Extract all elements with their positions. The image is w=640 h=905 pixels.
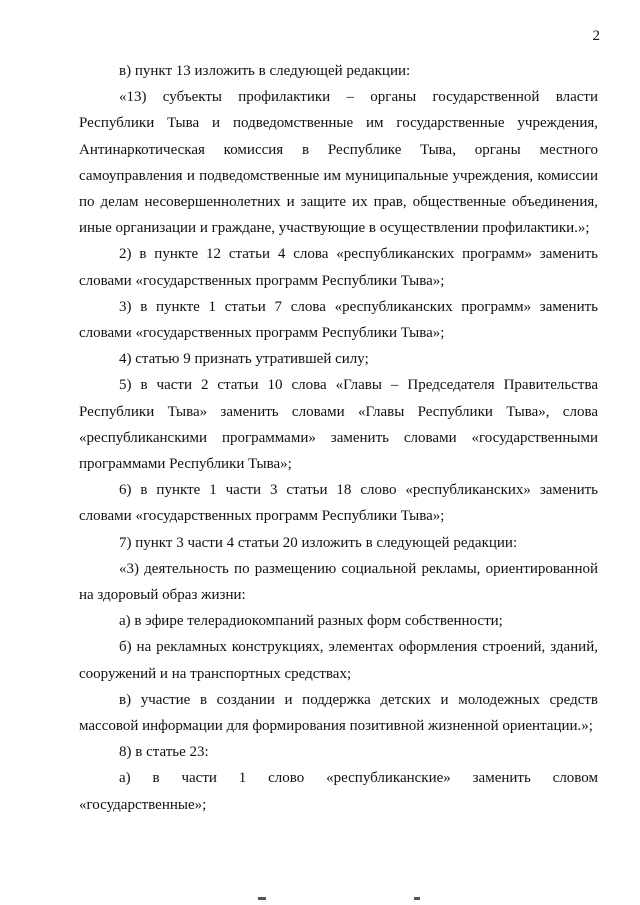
- paragraph-subitem-a: а) в эфире телерадиокомпаний разных форм собственности;: [119, 613, 503, 630]
- paragraph-amendment-3: 3) в пункте 1 статьи 7 слова «республиканских программ» заменить словами «государственных программ Республики Тыва»;: [79, 298, 598, 342]
- page-number: 2: [592, 28, 600, 44]
- paragraph-amendment-8-a: а) в части 1 слово «республиканские» заменить словом «государственные»;: [79, 770, 598, 813]
- paragraph-subitem-v: в) участие в создании и поддержка детских и молодежных средств массовой информации для формирования позитивной жизненной ориентации.»;: [79, 691, 598, 735]
- paragraph-amendment-7: 7) пункт 3 части 4 статьи 20 изложить в следующей редакции:: [119, 534, 518, 551]
- scan-artifact-mark: [258, 897, 266, 900]
- paragraph-amendment-2: 2) в пункте 12 статьи 4 слова «республиканских программ» заменить словами «государственных программ Республики Тыва»;: [79, 246, 598, 289]
- paragraph-amendment-4: 4) статью 9 признать утратившей силу;: [119, 351, 369, 368]
- scan-artifact-mark: [414, 897, 420, 900]
- paragraph-amendment-5: 5) в части 2 статьи 10 слова «Главы – Председателя Правительства Республики Тыва» заменить словами «Главы Республики Тыва», слова «республиканскими программами» заменить словами «государственными программами Республики Тыва»;: [79, 377, 598, 473]
- paragraph-amendment-6: 6) в пункте 1 части 3 статьи 18 слово «республиканских» заменить словами «государственных программ Республики Тыва»;: [79, 482, 598, 525]
- paragraph-definition-13: «13) субъекты профилактики – органы государственной власти Республики Тыва и подведомственные им государственные учреждения, Антинаркотическая комиссия в Республике Тыва, органы местного самоуправления и подведомственные им муниципальные учреждения, комиссии по делам несовершеннолетних и защите их прав, общественные объединения, иные организации и граждане, участвующие в осуществлении профилактики.»;: [79, 89, 598, 237]
- paragraph-item-v: в) пункт 13 изложить в следующей редакции:: [119, 63, 411, 79]
- paragraph-quoted-3: «3) деятельность по размещению социальной рекламы, ориентированной на здоровый образ жизни:: [79, 560, 598, 604]
- paragraph-subitem-b: б) на рекламных конструкциях, элементах оформления строений, зданий, сооружений и на транспортных средствах;: [79, 639, 598, 682]
- paragraph-amendment-8: 8) в статье 23:: [119, 744, 209, 761]
- document-body: [79, 58, 598, 818]
